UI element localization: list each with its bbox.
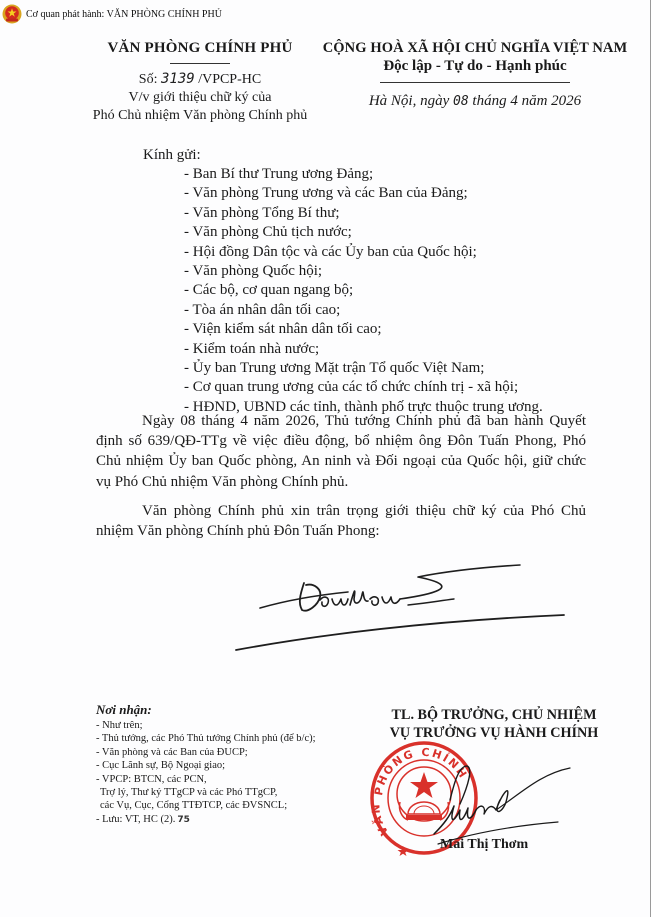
- distribution-item: [96, 813, 366, 827]
- number-prefix: Số:: [138, 72, 161, 87]
- header-right: [310, 40, 640, 110]
- signer-title-line-1: TL. BỘ TRƯỞNG, CHỦ NHIỆM: [391, 707, 597, 723]
- subject-line-2: Phó Chủ nhiệm Văn phòng Chính phủ: [92, 108, 308, 123]
- recipient-item: - Văn phòng Trung ương và các Ban của Đảng;: [184, 185, 468, 202]
- national-title: CỘNG HOÀ XÃ HỘI CHỦ NGHĨA VIỆT NAM: [322, 40, 628, 56]
- signer-block: [368, 706, 620, 742]
- distribution-item-text: - Lưu: VT, HC (2).: [96, 813, 176, 825]
- date-day-handwritten: 08: [453, 94, 469, 109]
- recipient-item: - Cơ quan trung ương của các tổ chức chính trị - xã hội;: [184, 379, 519, 396]
- issuer-label: Cơ quan phát hành: VĂN PHÒNG CHÍNH PHỦ: [26, 8, 222, 20]
- subject-line-1: V/v giới thiệu chữ ký của: [128, 90, 272, 105]
- document-date: [310, 93, 640, 110]
- paragraph-text: Ngày 08 tháng 4 năm 2026, Thủ tướng Chính phủ đã ban hành Quyết định số 639/QĐ-TTg về việc điều động, bổ nhiệm ông Đôn Tuấn Phong, Phó Chủ nhiệm Ủy ban Quốc phòng, An ninh và Đối ngoại của Quốc hội, giữ chức vụ Phó Chủ nhiệm Văn phòng Chính phủ.: [96, 413, 586, 490]
- national-motto: Độc lập - Tự do - Hạnh phúc: [383, 58, 567, 74]
- stamp-text-left: VĂN: [369, 801, 392, 838]
- salutation: Kính gửi:: [143, 147, 201, 163]
- divider: [170, 63, 230, 64]
- signature-sample-icon: [228, 555, 573, 660]
- issuing-organization: VĂN PHÒNG CHÍNH PHỦ: [107, 40, 293, 56]
- document-number: [80, 70, 320, 89]
- handwritten-count: 75: [177, 814, 190, 825]
- recipient-item: - HĐND, UBND các tỉnh, thành phố trực thuộc trung ương.: [184, 398, 543, 415]
- distribution-item: Trợ lý, Thư ký TTgCP và các Phó TTgCP,: [100, 787, 278, 799]
- recipient-item: - Các bộ, cơ quan ngang bộ;: [184, 282, 354, 299]
- recipient-list: [184, 165, 543, 417]
- recipient-item: - Văn phòng Chủ tịch nước;: [184, 224, 352, 241]
- distribution-item: - Như trên;: [96, 720, 143, 731]
- stamp-text-top: PHÒNG CHÍNH: [372, 745, 471, 797]
- distribution-item: - Thủ tướng, các Phó Thủ tướng Chính phủ (để b/c);: [96, 733, 316, 745]
- recipient-item: - Ban Bí thư Trung ương Đảng;: [184, 166, 374, 182]
- recipient-item: - Tòa án nhân dân tối cao;: [184, 301, 341, 318]
- signer-name: Mai Thị Thơm: [440, 837, 529, 852]
- svg-text:VĂN: [369, 802, 391, 838]
- distribution-title: Nơi nhận:: [96, 702, 152, 717]
- distribution-item: các Vụ, Cục, Cổng TTĐTCP, các ĐVSNCL;: [100, 800, 288, 812]
- number-handwritten: 3139: [160, 71, 195, 87]
- recipient-item: - Văn phòng Quốc hội;: [184, 263, 323, 280]
- distribution-list: [96, 702, 366, 827]
- body-paragraph-2: [96, 501, 586, 541]
- national-emblem-icon: [2, 4, 22, 24]
- recipient-item: - Văn phòng Tổng Bí thư;: [184, 204, 340, 221]
- issuer-bar: [2, 3, 222, 25]
- recipient-item: - Kiểm toán nhà nước;: [184, 340, 320, 357]
- date-prefix: Hà Nội, ngày: [368, 93, 453, 109]
- distribution-item: - VPCP: BTCN, các PCN,: [96, 773, 207, 785]
- paragraph-text: Văn phòng Chính phủ xin trân trọng giới thiệu chữ ký của Phó Chủ nhiệm Văn phòng Chính phủ Đôn Tuấn Phong:: [96, 503, 586, 540]
- signer-title-line-2: VỤ TRƯỞNG VỤ HÀNH CHÍNH: [389, 725, 599, 741]
- distribution-item: - Văn phòng và các Ban của ĐUCP;: [96, 746, 248, 758]
- recipient-item: - Hội đồng Dân tộc và các Ủy ban của Quốc hội;: [184, 243, 477, 260]
- number-suffix: /VPCP-HC: [194, 72, 262, 87]
- divider: [380, 82, 570, 83]
- recipient-item: - Ủy ban Trung ương Mặt trận Tổ quốc Việt Nam;: [184, 360, 485, 377]
- body-paragraph-1: [96, 411, 586, 492]
- date-suffix: tháng 4 năm 2026: [468, 93, 582, 109]
- recipient-item: - Viện kiểm sát nhân dân tối cao;: [184, 321, 382, 338]
- header-left: [80, 40, 320, 125]
- distribution-item: - Cục Lãnh sự, Bộ Ngoại giao;: [96, 760, 226, 772]
